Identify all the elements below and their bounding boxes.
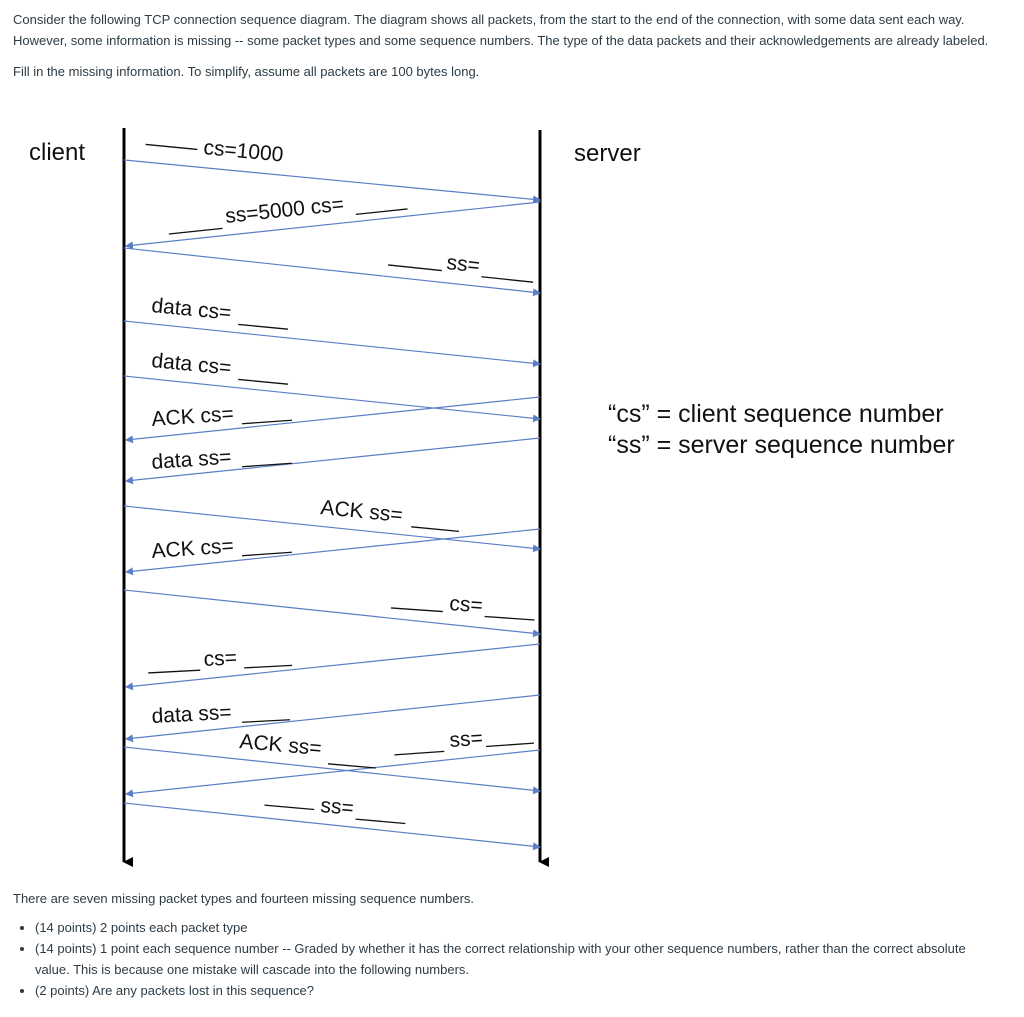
packet-label-p5 — [151, 349, 291, 385]
packet-label-text: ss= — [445, 251, 481, 278]
packet-label-p1 — [145, 131, 285, 167]
packet-label-text: data ss= — [150, 445, 233, 474]
arrow-p14 — [126, 750, 540, 794]
packet-label-text: cs= — [203, 646, 238, 671]
arrow-p13 — [124, 747, 540, 791]
intro-instruction: Fill in the missing information. To simplify, assume all packets are 100 bytes long. — [13, 64, 480, 79]
packet-label-p9 — [151, 530, 292, 563]
legend-cs: “cs” = client sequence number — [608, 400, 944, 428]
grading-item: • (2 points) Are any packets lost in this sequence? — [35, 980, 1003, 1001]
packet-label-p6 — [151, 398, 292, 431]
missing-summary: There are seven missing packet types and fourteen missing sequence numbers. — [13, 891, 475, 906]
packet-label-text: ACK ss= — [319, 496, 404, 527]
blank-line — [238, 324, 288, 329]
blank-line — [356, 819, 406, 823]
blank-line — [356, 209, 408, 214]
packet-label-p13 — [238, 730, 378, 768]
arrow-p11 — [126, 644, 540, 687]
question-footer — [13, 888, 1003, 1001]
packet-label-text: ss= — [319, 794, 355, 820]
blank-line — [328, 764, 376, 768]
grading-item: • (14 points) 2 points each packet type — [35, 917, 1003, 938]
blank-line — [481, 277, 533, 282]
packet-label-text: data cs= — [150, 294, 233, 325]
blank-line — [264, 805, 314, 809]
blank-line — [244, 665, 292, 668]
blank-line — [485, 617, 535, 620]
blank-line — [388, 265, 442, 271]
tcp-sequence-diagram — [0, 115, 1024, 875]
packet-label-p7 — [151, 441, 292, 474]
intro-paragraph: Consider the following TCP connection sequence diagram. The diagram shows all packets, from the start to the end of the connection, with some data sent each way. However, some information is missing -- some packet types and some sequence numbers. The type of the data packets and their acknowledgements are already labeled. — [13, 12, 989, 48]
packet-label-p2 — [166, 186, 407, 234]
packet-label-p8 — [320, 496, 462, 532]
packet-label-text: data ss= — [151, 700, 233, 728]
question-intro — [13, 9, 1003, 92]
server-label: server — [574, 140, 641, 167]
packet-label-text: ACK cs= — [150, 534, 235, 563]
packet-label-text: cs=1000 — [202, 136, 285, 167]
packet-label-text: data cs= — [150, 349, 233, 380]
packet-label-text: ss=5000 cs= — [224, 192, 345, 228]
blank-line — [391, 608, 443, 612]
blank-line — [169, 228, 223, 234]
packet-label-text: cs= — [448, 592, 484, 618]
blank-line — [411, 527, 459, 532]
client-label: client — [29, 139, 86, 166]
blank-line — [146, 144, 198, 149]
grading-list — [13, 917, 1003, 1001]
blank-line — [148, 670, 200, 673]
legend-ss: “ss” = server sequence number — [608, 431, 955, 459]
packet-label-text: ACK cs= — [150, 402, 235, 431]
packet-label-text: ss= — [448, 726, 484, 752]
blank-line — [394, 751, 444, 754]
packet-label-p3 — [388, 245, 536, 283]
packet-label-p15 — [264, 789, 407, 824]
grading-item: • (14 points) 1 point each sequence number -- Graded by whether it has the correct relationship with your other sequence numbers, rather than the correct absolute value. This is because one mistake will cascade into the following numbers. — [35, 938, 1003, 980]
packet-label-text: ACK ss= — [238, 730, 323, 761]
blank-line — [238, 379, 288, 384]
packet-label-p4 — [151, 294, 291, 330]
packet-label-p11 — [147, 643, 292, 674]
packet-labels — [145, 131, 536, 825]
packet-label-p10 — [391, 588, 536, 621]
blank-line — [486, 743, 534, 746]
packet-label-p14 — [393, 723, 534, 756]
